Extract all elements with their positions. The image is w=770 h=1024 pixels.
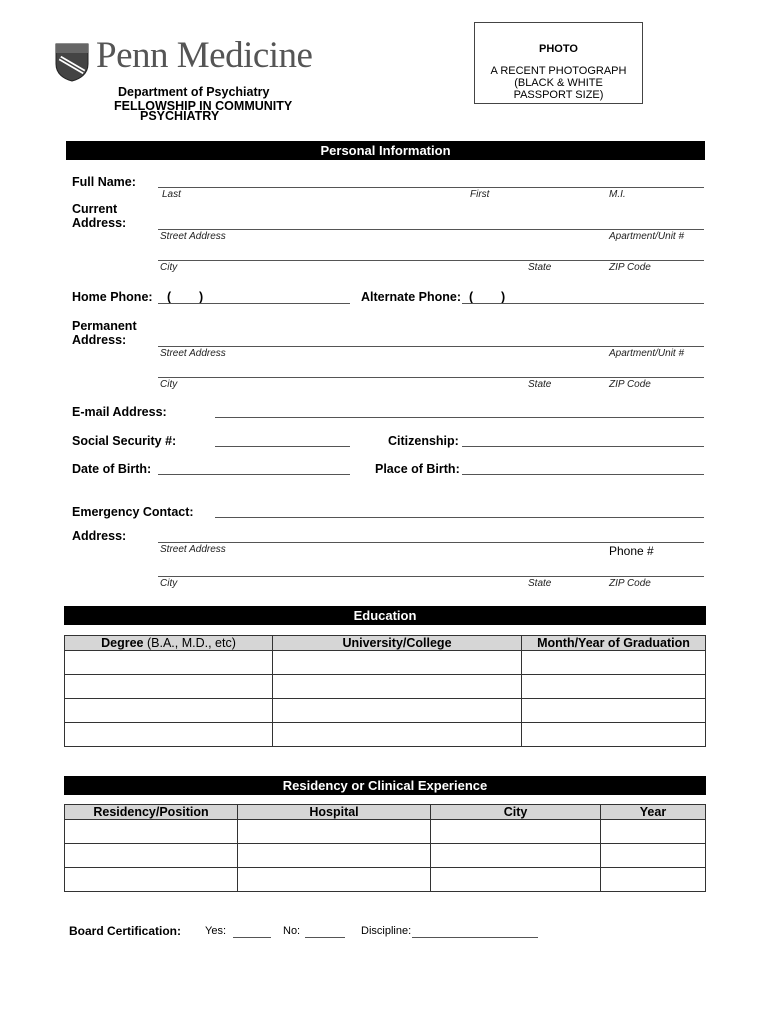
table-cell[interactable] <box>65 820 238 844</box>
table-header-row <box>65 805 706 820</box>
graduation-column-header: Month/Year of Graduation <box>522 636 706 651</box>
pob-label: Place of Birth: <box>375 462 460 476</box>
table-cell[interactable] <box>431 844 601 868</box>
table-row <box>65 651 706 675</box>
table-cell[interactable] <box>522 651 706 675</box>
city-caption: City <box>160 578 178 589</box>
table-row <box>65 868 706 892</box>
first-name-caption: First <box>470 189 490 200</box>
table-cell[interactable] <box>238 820 431 844</box>
home-phone-label: Home Phone: <box>72 290 153 304</box>
table-row <box>65 820 706 844</box>
ssn-field[interactable] <box>215 446 350 447</box>
apt-caption: Apartment/Unit # <box>609 348 685 359</box>
table-row <box>65 699 706 723</box>
city-caption: City <box>160 262 178 273</box>
last-name-caption: Last <box>162 189 181 200</box>
degree-header-rest: (B.A., M.D., etc) <box>143 636 236 650</box>
apt-caption: Apartment/Unit # <box>609 231 685 242</box>
email-label: E-mail Address: <box>72 405 167 419</box>
photo-line3: PASSPORT SIZE) <box>513 89 604 101</box>
city-column-header: City <box>431 805 601 820</box>
mi-caption: M.I. <box>609 189 626 200</box>
phone-num-caption: Phone # <box>609 544 654 558</box>
zip-caption: ZIP Code <box>609 578 651 589</box>
street-caption: Street Address <box>160 544 226 555</box>
table-cell[interactable] <box>65 723 273 747</box>
table-cell[interactable] <box>65 675 273 699</box>
table-row <box>65 675 706 699</box>
degree-header-bold: Degree <box>101 636 144 650</box>
street-caption: Street Address <box>160 231 226 242</box>
city-caption: City <box>160 379 178 390</box>
dob-label: Date of Birth: <box>72 462 152 476</box>
photo-box <box>474 22 643 104</box>
alt-phone-field[interactable] <box>462 303 704 304</box>
full-name-label: Full Name: <box>72 175 136 189</box>
table-cell[interactable] <box>65 699 273 723</box>
residency-heading: Residency or Clinical Experience <box>64 776 706 795</box>
education-heading: Education <box>64 606 706 625</box>
permanent-address-label: Address: <box>72 333 127 347</box>
logo-text: Penn Medicine <box>96 35 313 76</box>
zip-caption: ZIP Code <box>609 262 651 273</box>
emergency-field[interactable] <box>215 517 704 518</box>
table-cell[interactable] <box>238 844 431 868</box>
street-caption: Street Address <box>160 348 226 359</box>
citizenship-label: Citizenship: <box>388 434 459 448</box>
personal-info-heading: Personal Information <box>66 141 705 160</box>
table-cell[interactable] <box>65 868 238 892</box>
board-no-label: No: <box>283 925 301 937</box>
degree-column-header <box>65 636 273 651</box>
emergency-label: Emergency Contact: <box>72 505 194 519</box>
ssn-label: Social Security #: <box>72 434 177 448</box>
department-name: Department of Psychiatry <box>118 85 270 99</box>
residency-table <box>64 804 706 892</box>
photo-line1: A RECENT PHOTOGRAPH <box>490 65 627 77</box>
pob-field[interactable] <box>462 474 704 475</box>
board-cert-label: Board Certification: <box>69 924 182 938</box>
program-name-clipped: PSYCHIATRY <box>140 109 220 123</box>
program-name: FELLOWSHIP IN COMMUNITY <box>114 99 293 113</box>
permanent-city-field[interactable] <box>158 377 704 378</box>
year-column-header: Year <box>601 805 706 820</box>
hospital-column-header: Hospital <box>238 805 431 820</box>
table-cell[interactable] <box>273 675 522 699</box>
emergency-city-field[interactable] <box>158 576 704 577</box>
board-discipline-field[interactable] <box>412 937 538 938</box>
table-cell[interactable] <box>65 844 238 868</box>
permanent-label: Permanent <box>72 319 137 333</box>
table-cell[interactable] <box>273 723 522 747</box>
current-city-field[interactable] <box>158 260 704 261</box>
state-caption: State <box>528 262 552 273</box>
current-street-field[interactable] <box>158 229 704 230</box>
board-yes-label: Yes: <box>205 925 227 937</box>
full-name-field[interactable] <box>158 187 704 188</box>
zip-caption: ZIP Code <box>609 379 651 390</box>
table-cell[interactable] <box>238 868 431 892</box>
table-row <box>65 723 706 747</box>
board-no-field[interactable] <box>305 937 345 938</box>
education-table <box>64 635 706 747</box>
emergency-address-label: Address: <box>72 529 127 543</box>
penn-shield-logo <box>54 42 90 82</box>
board-yes-field[interactable] <box>233 937 271 938</box>
current-address-label: Address: <box>72 216 127 230</box>
current-label: Current <box>72 202 118 216</box>
photo-line2: (BLACK & WHITE <box>514 77 603 89</box>
table-cell[interactable] <box>522 699 706 723</box>
table-cell[interactable] <box>522 723 706 747</box>
permanent-street-field[interactable] <box>158 346 704 347</box>
table-cell[interactable] <box>601 820 706 844</box>
table-cell[interactable] <box>431 868 601 892</box>
home-phone-paren: ( ) <box>167 290 204 304</box>
photo-title: PHOTO <box>539 43 578 55</box>
university-column-header: University/College <box>273 636 522 651</box>
table-row <box>65 844 706 868</box>
table-cell[interactable] <box>601 844 706 868</box>
state-caption: State <box>528 379 552 390</box>
table-cell[interactable] <box>65 651 273 675</box>
table-header-row <box>65 636 706 651</box>
table-cell[interactable] <box>273 651 522 675</box>
email-field[interactable] <box>215 417 704 418</box>
table-cell[interactable] <box>273 699 522 723</box>
home-phone-field[interactable] <box>158 303 350 304</box>
table-cell[interactable] <box>431 820 601 844</box>
table-cell[interactable] <box>522 675 706 699</box>
dob-field[interactable] <box>158 474 350 475</box>
alt-phone-label: Alternate Phone: <box>361 290 462 304</box>
table-cell[interactable] <box>601 868 706 892</box>
alt-phone-paren: ( ) <box>469 290 506 304</box>
position-column-header: Residency/Position <box>65 805 238 820</box>
board-discipline-label: Discipline: <box>361 925 412 937</box>
citizenship-field[interactable] <box>462 446 704 447</box>
state-caption: State <box>528 578 552 589</box>
emergency-street-field[interactable] <box>158 542 704 543</box>
